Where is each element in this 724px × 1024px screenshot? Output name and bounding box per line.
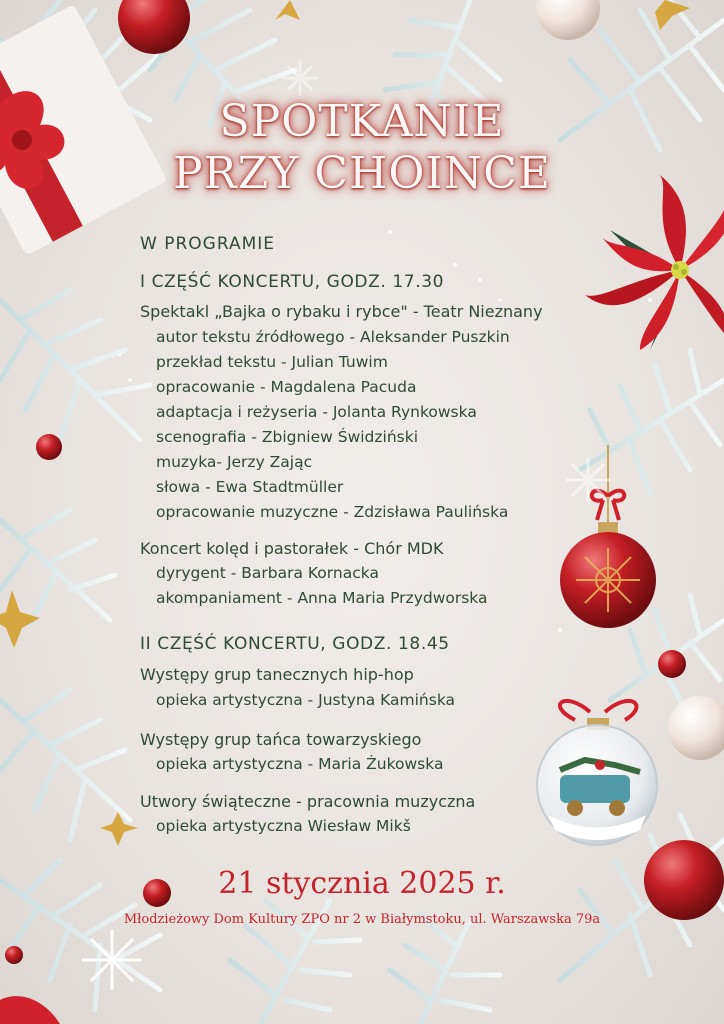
- part2-item-credit: opieka artystyczna Wiesław Mikš: [156, 817, 411, 835]
- poster-title-line2: PRZY CHOINCE: [172, 148, 552, 199]
- poinsettia: [585, 175, 724, 350]
- credit-line: akompaniament - Anna Maria Przydworska: [156, 589, 488, 607]
- credit-line: dyrygent - Barbara Kornacka: [156, 564, 379, 582]
- credit-line: adaptacja i reżyseria - Jolanta Rynkowska: [156, 403, 477, 421]
- event-venue: Młodzieżowy Dom Kultury ZPO nr 2 w Białymstoku, ul. Warszawska 79a: [123, 912, 601, 927]
- credit-line: opracowanie - Magdalena Pacuda: [156, 378, 417, 396]
- event-date: 21 stycznia 2025 r.: [218, 866, 506, 901]
- part2-item-credit: opieka artystyczna - Maria Żukowska: [156, 755, 444, 773]
- part2-item-title: Występy grup tanecznych hip-hop: [140, 665, 414, 684]
- credit-line: słowa - Ewa Stadtmüller: [156, 478, 344, 496]
- part1-heading: I CZĘŚĆ KONCERTU, GODZ. 17.30: [140, 272, 445, 292]
- concert-title: Koncert kolęd i pastorałek - Chór MDK: [140, 539, 444, 558]
- snowflake-icon: [82, 60, 610, 990]
- part2-heading: II CZĘŚĆ KONCERTU, GODZ. 18.45: [140, 634, 450, 654]
- credit-line: muzyka- Jerzy Zając: [156, 453, 313, 471]
- credit-line: autor tekstu źródłowego - Aleksander Puszkin: [156, 328, 510, 346]
- poster-title-line1: SPOTKANIE: [219, 96, 505, 147]
- program-heading: W PROGRAMIE: [140, 234, 276, 254]
- credit-line: scenografia - Zbigniew Świdziński: [156, 428, 419, 446]
- part2-item-title: Występy grup tańca towarzyskiego: [140, 730, 422, 749]
- credit-line: przekład tekstu - Julian Tuwim: [156, 353, 388, 371]
- ornament-top-left: [118, 0, 190, 54]
- part2-item-title: Utwory świąteczne - pracownia muzyczna: [140, 792, 476, 811]
- spectacle-title: Spektakl „Bajka o rybaku i rybce" - Teatr Nieznany: [140, 302, 543, 321]
- credit-line: opracowanie muzyczne - Zdzisława Paulińska: [156, 503, 509, 521]
- part2-item-credit: opieka artystyczna - Justyna Kamińska: [156, 691, 456, 709]
